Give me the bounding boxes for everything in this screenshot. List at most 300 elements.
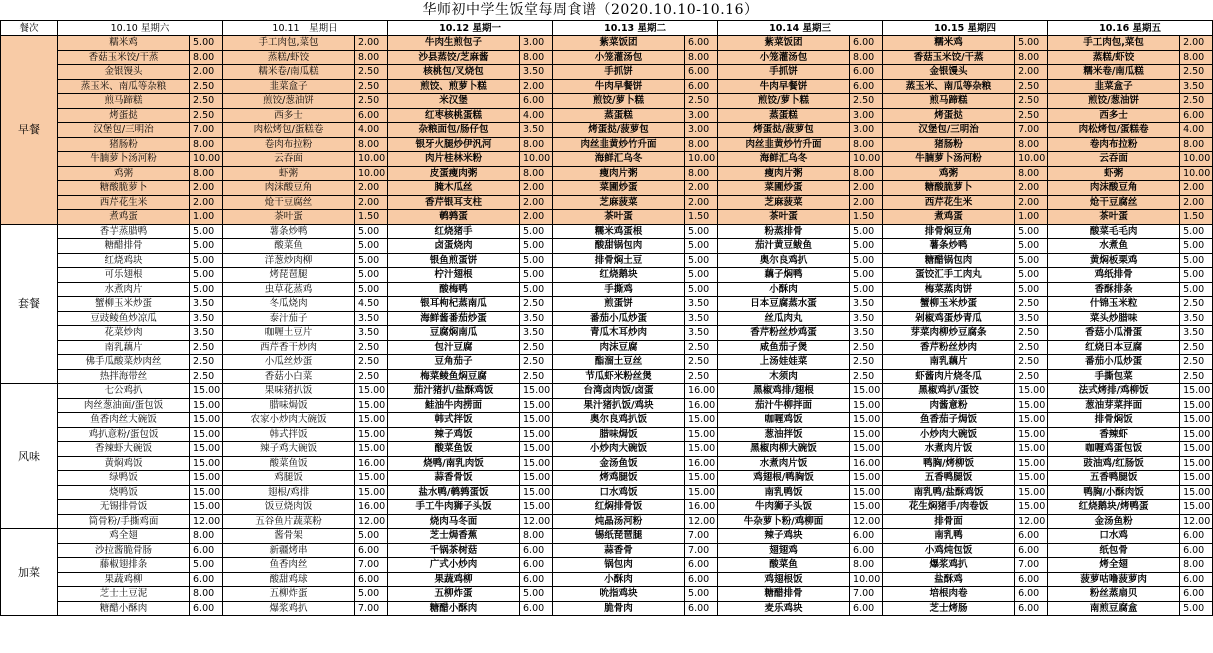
dish-price: 12.00	[850, 514, 883, 529]
dish-price: 15.00	[520, 384, 553, 399]
menu-row	[1, 456, 1213, 471]
dish-name: 瘦肉片粥	[718, 166, 850, 181]
dish-name: 洋葱炒肉柳	[223, 253, 355, 268]
dish-price: 15.00	[1180, 398, 1213, 413]
dish-name: 猪肠粉	[58, 137, 190, 152]
dish-name: 鱼香肉丝	[223, 558, 355, 573]
dish-name: 牛杂萝卜粉/鸡柳面	[718, 514, 850, 529]
header-category: 餐次	[1, 21, 58, 36]
dish-price: 10.00	[355, 152, 388, 167]
dish-price: 15.00	[355, 442, 388, 457]
dish-price: 15.00	[1180, 384, 1213, 399]
dish-name: 煎饺/萝卜糕	[553, 94, 685, 109]
dish-name: 腊味焗饭	[553, 427, 685, 442]
dish-name: 冬瓜烧肉	[223, 297, 355, 312]
dish-name: 黑椒鸡扒/蛋饺	[883, 384, 1015, 399]
dish-price: 6.00	[1180, 529, 1213, 544]
dish-price: 5.00	[520, 282, 553, 297]
dish-price: 2.50	[355, 94, 388, 109]
dish-price: 16.00	[685, 500, 718, 515]
dish-name: 香菇玉米饺/干蒸	[58, 50, 190, 65]
dish-name: 糖醋排骨	[58, 239, 190, 254]
dish-name: 西多士	[1048, 108, 1180, 123]
dish-name: 煮鸡蛋	[883, 210, 1015, 225]
dish-name: 杂粮面包/肠仔包	[388, 123, 520, 138]
dish-price: 12.00	[520, 514, 553, 529]
dish-price: 6.00	[850, 79, 883, 94]
dish-name: 鸡翅根/鸭胸饭	[718, 471, 850, 486]
dish-name: 芝麻菠菜	[553, 195, 685, 210]
dish-name: 银耳枸杞蒸南瓜	[388, 297, 520, 312]
dish-name: 鸭胸/小酥肉饭	[1048, 485, 1180, 500]
menu-row	[1, 297, 1213, 312]
dish-name: 酸甜鸡球	[223, 572, 355, 587]
dish-name: 酸菜鱼	[718, 558, 850, 573]
menu-row	[1, 36, 1213, 51]
dish-name: 煎饺/萝卜糕	[718, 94, 850, 109]
dish-name: 五柳炸蛋	[223, 587, 355, 602]
dish-price: 2.50	[355, 369, 388, 384]
menu-row	[1, 326, 1213, 341]
menu-row	[1, 224, 1213, 239]
dish-price: 5.00	[520, 587, 553, 602]
dish-name: 烧肉马冬面	[388, 514, 520, 529]
dish-price: 2.00	[355, 36, 388, 51]
dish-name: 卷肉布拉粉	[1048, 137, 1180, 152]
dish-price: 5.00	[520, 239, 553, 254]
menu-row	[1, 427, 1213, 442]
dish-price: 8.00	[520, 137, 553, 152]
menu-row	[1, 137, 1213, 152]
dish-price: 1.50	[685, 210, 718, 225]
dish-name: 糯米鸡	[58, 36, 190, 51]
dish-price: 2.50	[1015, 369, 1048, 384]
dish-name: 肉片桂林米粉	[388, 152, 520, 167]
dish-name: 鸡翅根饭	[718, 572, 850, 587]
dish-price: 2.00	[520, 79, 553, 94]
dish-price: 15.00	[850, 442, 883, 457]
dish-price: 12.00	[685, 514, 718, 529]
dish-name: 青瓜木耳炒肉	[553, 326, 685, 341]
dish-name: 农家小炒肉大碗饭	[223, 413, 355, 428]
dish-price: 3.00	[520, 36, 553, 51]
dish-price: 5.00	[850, 239, 883, 254]
dish-name: 南乳鸭饭	[718, 485, 850, 500]
dish-price: 1.00	[1015, 210, 1048, 225]
dish-name: 卷肉布拉粉	[223, 137, 355, 152]
dish-name: 豆角茄子	[388, 355, 520, 370]
dish-name: 煎饺/葱油饼	[1048, 94, 1180, 109]
dish-name: 红烧鸡块	[58, 253, 190, 268]
dish-price: 15.00	[1180, 413, 1213, 428]
dish-name: 红烧猪手	[388, 224, 520, 239]
dish-name: 手工肉包,菜包	[223, 36, 355, 51]
dish-price: 2.00	[1015, 195, 1048, 210]
dish-price: 2.00	[520, 181, 553, 196]
dish-price: 8.00	[190, 587, 223, 602]
dish-name: 汉堡包/三明治	[58, 123, 190, 138]
menu-row	[1, 485, 1213, 500]
dish-price: 2.50	[1180, 297, 1213, 312]
menu-row	[1, 50, 1213, 65]
dish-name: 黄焖板栗鸡	[1048, 253, 1180, 268]
dish-name: 汉堡包/三明治	[883, 123, 1015, 138]
dish-price: 5.00	[1015, 239, 1048, 254]
dish-name: 韩式拌饭	[388, 413, 520, 428]
dish-price: 3.50	[1180, 326, 1213, 341]
dish-name: 虾酱肉片烧冬瓜	[883, 369, 1015, 384]
dish-price: 6.00	[1015, 572, 1048, 587]
dish-price: 6.00	[850, 601, 883, 616]
dish-price: 15.00	[355, 471, 388, 486]
dish-name: 包汁豆腐	[388, 340, 520, 355]
dish-name: 牛肉生煎包子	[388, 36, 520, 51]
dish-name: 五柳炸蛋	[388, 587, 520, 602]
dish-price: 15.00	[355, 398, 388, 413]
dish-price: 3.50	[685, 326, 718, 341]
dish-price: 5.00	[190, 253, 223, 268]
dish-price: 15.00	[1180, 471, 1213, 486]
dish-price: 6.00	[1015, 543, 1048, 558]
dish-name: 豆豉鲮鱼炒凉瓜	[58, 311, 190, 326]
menu-row	[1, 152, 1213, 167]
dish-price: 15.00	[520, 500, 553, 515]
dish-price: 3.50	[1180, 79, 1213, 94]
dish-name: 香芹粉丝炒肉	[883, 340, 1015, 355]
menu-row	[1, 529, 1213, 544]
dish-name: 豆腐焖南瓜	[388, 326, 520, 341]
dish-price: 2.50	[355, 65, 388, 80]
dish-name: 盐酥鸡	[883, 572, 1015, 587]
dish-price: 2.50	[1015, 108, 1048, 123]
dish-price: 15.00	[520, 398, 553, 413]
menu-row	[1, 442, 1213, 457]
dish-price: 2.50	[520, 340, 553, 355]
dish-price: 8.00	[1180, 558, 1213, 573]
dish-price: 5.00	[1180, 282, 1213, 297]
dish-name: 酸甜锅包肉	[553, 239, 685, 254]
dish-price: 2.00	[190, 181, 223, 196]
dish-name: 番茄小瓜炒蛋	[553, 311, 685, 326]
dish-name: 红烧鹅块/烤鸭蛋	[1048, 500, 1180, 515]
dish-price: 3.00	[850, 123, 883, 138]
dish-price: 2.50	[1180, 340, 1213, 355]
dish-name: 烤蛋挞/菠萝包	[553, 123, 685, 138]
dish-name: 烤蛋挞/菠萝包	[718, 123, 850, 138]
dish-price: 15.00	[355, 485, 388, 500]
dish-name: 鹌鹑蛋	[388, 210, 520, 225]
dish-price: 5.00	[1015, 253, 1048, 268]
dish-name: 果蔬鸡柳	[388, 572, 520, 587]
dish-price: 2.50	[1180, 355, 1213, 370]
dish-name: 韩式拌饭	[223, 427, 355, 442]
dish-price: 6.00	[850, 65, 883, 80]
dish-price: 2.50	[190, 79, 223, 94]
dish-name: 紫菜饭团	[718, 36, 850, 51]
dish-price: 6.00	[685, 79, 718, 94]
dish-price: 10.00	[190, 152, 223, 167]
dish-name: 水煮肉片饭	[718, 456, 850, 471]
dish-price: 5.00	[520, 268, 553, 283]
dish-name: 小笼灌汤包	[718, 50, 850, 65]
dish-price: 16.00	[355, 456, 388, 471]
dish-price: 8.00	[520, 50, 553, 65]
dish-price: 2.00	[850, 195, 883, 210]
dish-price: 10.00	[355, 166, 388, 181]
dish-name: 肉酱意粉	[883, 398, 1015, 413]
dish-price: 15.00	[1015, 471, 1048, 486]
dish-price: 6.00	[1180, 572, 1213, 587]
dish-name: 煮鸡蛋	[58, 210, 190, 225]
dish-price: 2.50	[850, 355, 883, 370]
dish-name: 南乳藕片	[883, 355, 1015, 370]
dish-name: 肉松烤包/蛋糕卷	[1048, 123, 1180, 138]
dish-name: 虾粥	[1048, 166, 1180, 181]
section-label: 加菜	[1, 529, 58, 616]
dish-name: 爆浆鸡扒	[883, 558, 1015, 573]
dish-price: 7.00	[1015, 123, 1048, 138]
dish-price: 2.50	[520, 369, 553, 384]
dish-name: 金银馒头	[58, 65, 190, 80]
dish-price: 3.00	[850, 108, 883, 123]
menu-row	[1, 268, 1213, 283]
dish-name: 煎马蹄糕	[58, 94, 190, 109]
dish-price: 8.00	[1180, 137, 1213, 152]
dish-price: 12.00	[1015, 514, 1048, 529]
dish-price: 15.00	[850, 413, 883, 428]
menu-row	[1, 166, 1213, 181]
dish-price: 6.00	[1180, 587, 1213, 602]
dish-name: 藕子焖鸭	[718, 268, 850, 283]
dish-name: 菜圃炒蛋	[553, 181, 685, 196]
dish-price: 10.00	[520, 152, 553, 167]
dish-price: 1.50	[850, 210, 883, 225]
dish-name: 蟹柳玉米炒蛋	[58, 297, 190, 312]
dish-price: 2.00	[190, 65, 223, 80]
dish-price: 15.00	[190, 442, 223, 457]
dish-name: 煎饺/葱油饼	[223, 94, 355, 109]
dish-price: 2.00	[1180, 36, 1213, 51]
dish-name: 排骨焖豆角	[883, 224, 1015, 239]
dish-name: 茶叶蛋	[553, 210, 685, 225]
dish-name: 蒸玉米、南瓜等杂粮	[58, 79, 190, 94]
dish-name: 红焖排骨饭	[553, 500, 685, 515]
dish-name: 煎蛋饼	[553, 297, 685, 312]
menu-row	[1, 471, 1213, 486]
dish-price: 5.00	[1015, 268, 1048, 283]
dish-name: 梅菜鲮鱼焖豆腐	[388, 369, 520, 384]
dish-name: 炖晶汤河粉	[553, 514, 685, 529]
header-day: 10.16 星期五	[1048, 21, 1213, 36]
dish-name: 牛肉早餐饼	[718, 79, 850, 94]
dish-price: 5.00	[520, 224, 553, 239]
dish-name: 千锅茶树菇	[388, 543, 520, 558]
dish-price: 6.00	[190, 543, 223, 558]
dish-price: 6.00	[520, 543, 553, 558]
weekly-menu-table	[0, 20, 1213, 616]
dish-price: 2.50	[1180, 369, 1213, 384]
dish-name: 翅根/鸡排	[223, 485, 355, 500]
dish-price: 2.50	[1180, 94, 1213, 109]
dish-name: 酱骨架	[223, 529, 355, 544]
dish-name: 鸡腿饭	[223, 471, 355, 486]
dish-name: 上汤娃娃菜	[718, 355, 850, 370]
dish-price: 5.00	[190, 239, 223, 254]
dish-name: 西芹花生米	[883, 195, 1015, 210]
dish-name: 核桃包/叉烧包	[388, 65, 520, 80]
dish-price: 5.00	[190, 224, 223, 239]
dish-name: 香辣虾	[1048, 427, 1180, 442]
dish-name: 香辣虾大碗饭	[58, 442, 190, 457]
dish-name: 鸡粥	[883, 166, 1015, 181]
dish-price: 15.00	[355, 384, 388, 399]
dish-name: 韭菜盒子	[223, 79, 355, 94]
dish-name: 酸梅鸭	[388, 282, 520, 297]
dish-name: 小酥肉	[718, 282, 850, 297]
dish-price: 5.00	[355, 224, 388, 239]
dish-price: 7.00	[355, 601, 388, 616]
dish-name: 小笼灌汤包	[553, 50, 685, 65]
dish-name: 南乳藕片	[58, 340, 190, 355]
dish-name: 五香鸭腿饭	[1048, 471, 1180, 486]
dish-name: 芝麻菠菜	[718, 195, 850, 210]
dish-price: 15.00	[850, 471, 883, 486]
dish-price: 6.00	[1180, 543, 1213, 558]
dish-name: 香菇小白菜	[223, 369, 355, 384]
dish-price: 5.00	[1015, 36, 1048, 51]
dish-price: 8.00	[850, 558, 883, 573]
dish-name: 米汉堡	[388, 94, 520, 109]
dish-price: 5.00	[355, 587, 388, 602]
dish-name: 肉丝韭黄炒竹升面	[718, 137, 850, 152]
dish-name: 辣子鸡块	[718, 529, 850, 544]
dish-price: 5.00	[1180, 239, 1213, 254]
dish-name: 卤蛋烧肉	[388, 239, 520, 254]
dish-name: 香芹银耳支柱	[388, 195, 520, 210]
dish-name: 热拌海带丝	[58, 369, 190, 384]
dish-price: 10.00	[1180, 152, 1213, 167]
dish-name: 台湾卤肉饭/卤蛋	[553, 384, 685, 399]
dish-name: 糖酸脆萝卜	[883, 181, 1015, 196]
dish-price: 5.00	[355, 253, 388, 268]
dish-price: 5.00	[850, 224, 883, 239]
dish-price: 1.50	[355, 210, 388, 225]
dish-name: 饭豆烧肉饭	[223, 500, 355, 515]
header-day: 10.13 星期二	[553, 21, 718, 36]
dish-price: 15.00	[190, 413, 223, 428]
dish-price: 15.00	[1180, 427, 1213, 442]
dish-name: 糯米卷/南瓜糕	[1048, 65, 1180, 80]
dish-name: 梅菜蒸肉饼	[883, 282, 1015, 297]
dish-name: 剁椒鸡蛋炒青瓜	[883, 311, 1015, 326]
menu-row	[1, 65, 1213, 80]
dish-price: 5.00	[1015, 224, 1048, 239]
dish-price: 15.00	[1015, 413, 1048, 428]
dish-price: 6.00	[190, 601, 223, 616]
dish-name: 锅包肉	[553, 558, 685, 573]
dish-price: 5.00	[685, 587, 718, 602]
dish-name: 海鲜酱番茄炒蛋	[388, 311, 520, 326]
dish-name: 海鲜汇乌冬	[553, 152, 685, 167]
menu-row	[1, 195, 1213, 210]
dish-price: 8.00	[685, 166, 718, 181]
dish-name: 烤蛋挞	[58, 108, 190, 123]
dish-name: 菜圃炒蛋	[718, 181, 850, 196]
menu-row	[1, 311, 1213, 326]
dish-price: 15.00	[190, 485, 223, 500]
dish-price: 15.00	[850, 427, 883, 442]
dish-name: 烤全翅	[1048, 558, 1180, 573]
dish-name: 糖醋锅包肉	[883, 253, 1015, 268]
dish-name: 瘦肉片粥	[553, 166, 685, 181]
dish-price: 2.00	[1015, 181, 1048, 196]
dish-name: 腌木瓜丝	[388, 181, 520, 196]
dish-price: 10.00	[850, 572, 883, 587]
dish-price: 5.00	[355, 239, 388, 254]
dish-price: 2.50	[190, 94, 223, 109]
dish-price: 2.50	[1015, 79, 1048, 94]
dish-price: 8.00	[850, 50, 883, 65]
dish-price: 5.00	[850, 253, 883, 268]
dish-price: 15.00	[850, 500, 883, 515]
dish-price: 8.00	[850, 166, 883, 181]
dish-name: 蟹柳玉米炒蛋	[883, 297, 1015, 312]
dish-price: 15.00	[190, 456, 223, 471]
dish-price: 5.00	[1180, 253, 1213, 268]
dish-price: 5.00	[685, 224, 718, 239]
dish-price: 6.00	[685, 65, 718, 80]
dish-name: 虫草花蒸鸡	[223, 282, 355, 297]
dish-name: 小炒肉大碗饭	[553, 442, 685, 457]
dish-name: 蒸蛋糕	[718, 108, 850, 123]
dish-price: 15.00	[1015, 500, 1048, 515]
dish-name: 糖醋小酥肉	[388, 601, 520, 616]
dish-price: 10.00	[1180, 166, 1213, 181]
dish-price: 12.00	[190, 514, 223, 529]
dish-price: 15.00	[1180, 485, 1213, 500]
dish-name: 柠汁翅根	[388, 268, 520, 283]
dish-price: 2.50	[355, 355, 388, 370]
dish-price: 4.50	[355, 297, 388, 312]
dish-price: 5.00	[1180, 224, 1213, 239]
dish-name: 炝干豆腐丝	[1048, 195, 1180, 210]
dish-name: 酯溜土豆丝	[553, 355, 685, 370]
header-day: 10.11 星期日	[223, 21, 388, 36]
dish-price: 2.50	[355, 79, 388, 94]
menu-row	[1, 239, 1213, 254]
dish-price: 3.50	[190, 326, 223, 341]
dish-name: 果汁猪扒饭/鸡块	[553, 398, 685, 413]
dish-price: 15.00	[520, 413, 553, 428]
dish-price: 15.00	[685, 471, 718, 486]
dish-name: 茄汁牛柳拌面	[718, 398, 850, 413]
dish-name: 泰汁茄子	[223, 311, 355, 326]
dish-price: 7.00	[1015, 558, 1048, 573]
dish-name: 手抓饼	[718, 65, 850, 80]
dish-price: 6.00	[1180, 108, 1213, 123]
dish-name: 芝士烤肠	[883, 601, 1015, 616]
dish-name: 牛腩萝卜汤河粉	[883, 152, 1015, 167]
dish-name: 排骨焖土豆	[553, 253, 685, 268]
dish-name: 糯米鸡	[883, 36, 1015, 51]
dish-name: 菜头炒腊味	[1048, 311, 1180, 326]
menu-row	[1, 253, 1213, 268]
dish-name: 水煮肉片饭	[883, 442, 1015, 457]
dish-name: 木须肉	[718, 369, 850, 384]
dish-name: 肉沫酸豆角	[1048, 181, 1180, 196]
dish-name: 黑椒鸡排/翅根	[718, 384, 850, 399]
dish-price: 2.00	[685, 181, 718, 196]
